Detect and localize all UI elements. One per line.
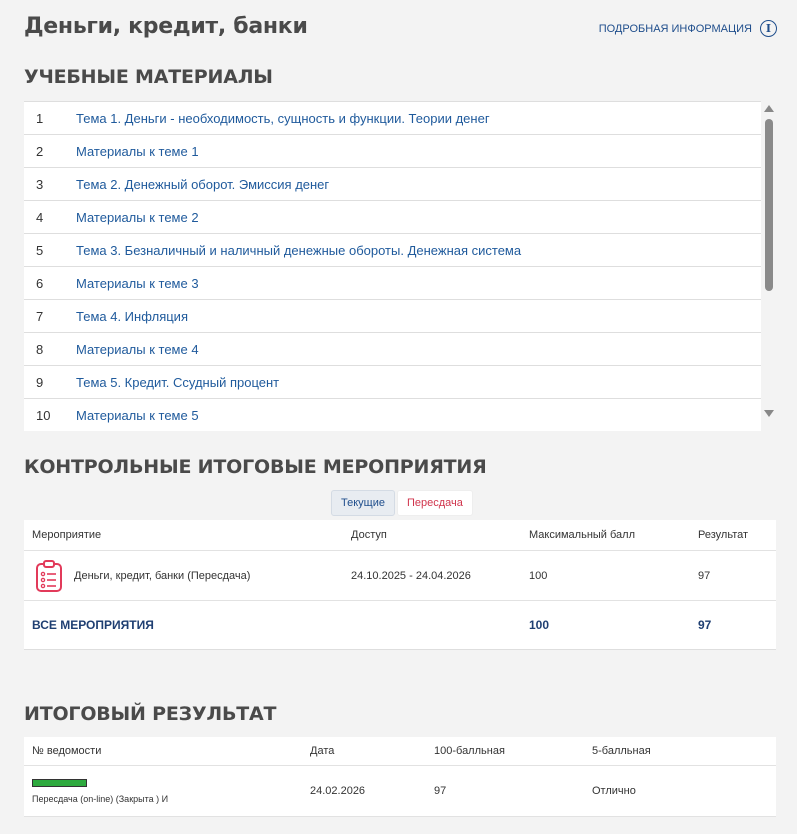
list-item[interactable] (24, 299, 761, 332)
statement-score5: Отлично (592, 785, 636, 797)
material-link[interactable]: Материалы к теме 1 (76, 143, 199, 159)
materials-panel (24, 101, 776, 431)
list-item-number: 5 (36, 242, 44, 258)
column-header-access: Доступ (351, 529, 387, 541)
table-row (24, 766, 776, 817)
column-header-statement: № ведомости (32, 745, 102, 757)
list-item[interactable] (24, 398, 761, 431)
materials-scrollbar[interactable] (761, 101, 776, 421)
total-label: ВСЕ МЕРОПРИЯТИЯ (32, 618, 154, 632)
material-link[interactable]: Тема 4. Инфляция (76, 308, 188, 324)
event-cell (24, 559, 351, 593)
material-link[interactable]: Тема 2. Денежный оборот. Эмиссия денег (76, 176, 330, 192)
material-link[interactable]: Тема 1. Деньги - необходимость, сущность и функции. Теории денег (76, 110, 490, 126)
event-max-score: 100 (529, 569, 548, 582)
list-item[interactable] (24, 266, 761, 299)
list-item[interactable] (24, 332, 761, 365)
column-header-max-score: Максимальный балл (529, 529, 635, 541)
list-item-number: 2 (36, 143, 44, 159)
events-table (24, 520, 776, 650)
final-result-title: ИТОГОВЫЙ РЕЗУЛЬТАТ (24, 703, 277, 725)
statement-cell (24, 779, 310, 804)
list-item-number: 3 (36, 176, 44, 192)
list-item-number: 6 (36, 275, 44, 291)
event-name[interactable]: Деньги, кредит, банки (Пересдача) (74, 569, 251, 582)
event-access: 24.10.2025 - 24.04.2026 (351, 569, 471, 582)
page-header (24, 14, 777, 44)
list-item-number: 10 (36, 407, 51, 423)
materials-list (24, 101, 761, 431)
list-item-number: 1 (36, 110, 44, 126)
statement-date: 24.02.2026 (310, 785, 366, 797)
total-result: 97 (698, 618, 712, 632)
list-item-number: 9 (36, 374, 44, 390)
column-header-score100: 100-балльная (434, 745, 505, 757)
list-item[interactable] (24, 101, 761, 134)
material-link[interactable]: Материалы к теме 4 (76, 341, 199, 357)
list-item-number: 4 (36, 209, 44, 225)
final-table-header (24, 737, 776, 766)
list-item[interactable] (24, 134, 761, 167)
column-header-score5: 5-балльная (592, 745, 651, 757)
status-bar (32, 779, 87, 787)
info-icon: I (760, 20, 777, 37)
material-link[interactable]: Тема 3. Безналичный и наличный денежные обороты. Денежная система (76, 242, 522, 258)
details-link-label: ПОДРОБНАЯ ИНФОРМАЦИЯ (598, 22, 752, 35)
list-item[interactable] (24, 233, 761, 266)
list-item[interactable] (24, 167, 761, 200)
column-header-event: Мероприятие (32, 529, 102, 541)
scroll-thumb[interactable] (765, 119, 773, 291)
list-item-number: 7 (36, 308, 44, 324)
events-total-row (24, 601, 776, 650)
material-link[interactable]: Материалы к теме 5 (76, 407, 199, 423)
material-link[interactable]: Материалы к теме 2 (76, 209, 199, 225)
column-header-date: Дата (310, 745, 335, 757)
statement-score100: 97 (434, 785, 447, 797)
events-table-header (24, 520, 776, 551)
material-link[interactable]: Материалы к теме 3 (76, 275, 199, 291)
events-tabs (331, 490, 473, 516)
page-title: Деньги, кредит, банки (24, 14, 308, 39)
column-header-result: Результат (698, 529, 749, 541)
details-link[interactable] (599, 20, 777, 37)
events-title: КОНТРОЛЬНЫЕ ИТОГОВЫЕ МЕРОПРИЯТИЯ (24, 456, 487, 478)
list-item-number: 8 (36, 341, 44, 357)
table-row[interactable] (24, 551, 776, 601)
clipboard-list-icon (34, 559, 64, 593)
list-item[interactable] (24, 365, 761, 398)
statement-name: Пересдача (on-line) (Закрыта ) И (32, 793, 169, 804)
tab-retake[interactable]: Пересдача (397, 490, 473, 516)
tab-current[interactable]: Текущие (331, 490, 395, 516)
list-item[interactable] (24, 200, 761, 233)
scroll-down-arrow-icon[interactable] (764, 410, 774, 417)
material-link[interactable]: Тема 5. Кредит. Ссудный процент (76, 374, 280, 390)
final-result-table (24, 737, 776, 817)
total-max: 100 (529, 618, 550, 632)
materials-title: УЧЕБНЫЕ МАТЕРИАЛЫ (24, 66, 273, 88)
scroll-up-arrow-icon[interactable] (764, 105, 774, 112)
event-result: 97 (698, 569, 711, 582)
